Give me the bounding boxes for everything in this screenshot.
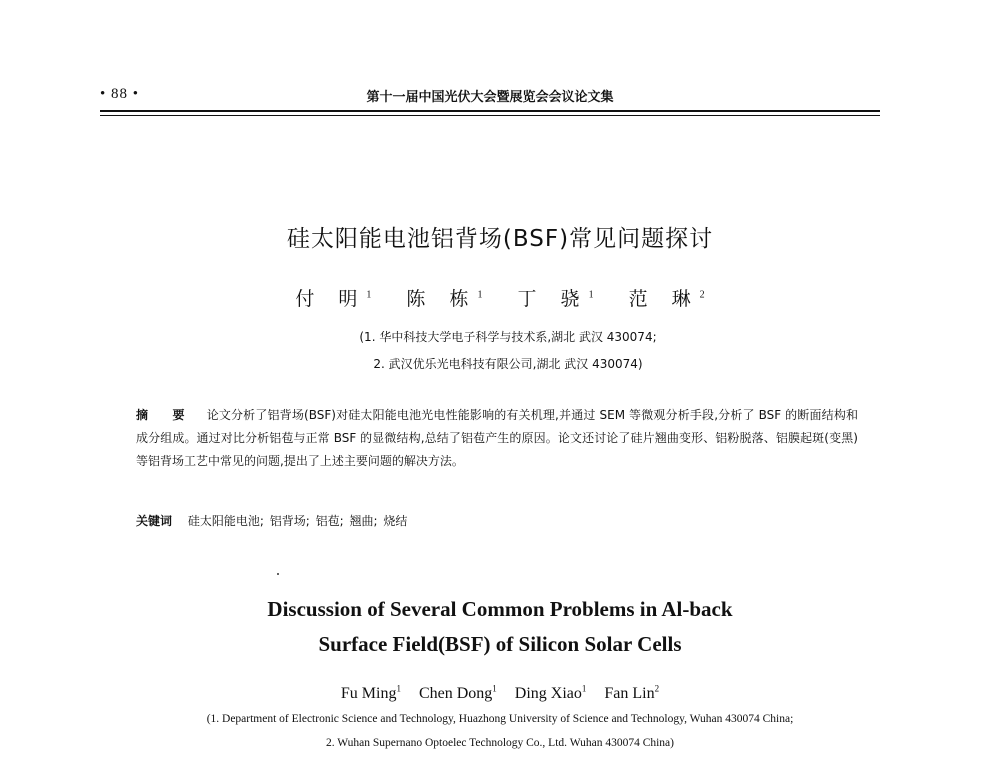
journal-title: 第十一届中国光伏大会暨展览会会议论文集: [366, 90, 614, 105]
author-en: Fan Lin$^2$: [604, 684, 660, 703]
english-title-line-1: Discussion of Several Common Problems in Al-back: [267, 597, 733, 621]
author-cn: 范 琳$^2$: [628, 288, 705, 310]
keyword: 硅太阳能电池;: [187, 514, 264, 528]
english-affiliation-1: (1. Department of Electronic Science and Technology, Huazhong University of Science and Technology, Wuhan 430074 China;: [206, 713, 794, 725]
header-rule-thick: [100, 110, 880, 112]
english-authors: [0, 684, 1000, 703]
chinese-affiliation-2: 2. 武汉优乐光电科技有限公司,湖北 武汉 430074): [373, 357, 643, 371]
author-cn: 丁 骁$^1$: [517, 288, 594, 310]
abstract-text: 论文分析了铝背场(BSF)对硅太阳能电池光电性能影响的有关机理,并通过 SEM 等微观分析手段,分析了 BSF 的断面结构和成分组成。通过对比分析铝苞与正常 BSF 的显微结构,总结了铝苞产生的原因。论文还讨论了硅片翘曲变形、铝粉脱落、铝膜起斑(变黑)等铝背场工艺中常见的问题,提出了上述主要问题的解决方法。: [136, 408, 859, 468]
abstract-label: 摘 要: [136, 408, 195, 422]
chinese-title: 硅太阳能电池铝背场(BSF)常见问题探讨: [286, 226, 714, 252]
author-en: Chen Dong$^1$: [418, 684, 497, 703]
keywords-label: 关键词: [136, 514, 173, 528]
author-en: Ding Xiao$^1$: [514, 684, 587, 703]
keyword: 铝苞;: [315, 514, 344, 528]
author-cn: 陈 栋$^1$: [406, 288, 483, 310]
header-rule-thin: [100, 115, 880, 116]
english-affiliation-2: 2. Wuhan Supernano Optoelec Technology Co., Ltd. Wuhan 430074 China): [325, 737, 674, 749]
keyword: 铝背场;: [269, 514, 310, 528]
chinese-affiliation-1: (1. 华中科技大学电子科学与技术系,湖北 武汉 430074;: [359, 330, 657, 344]
keyword: 烧结: [383, 514, 408, 528]
page-number: • 88 •: [100, 86, 140, 102]
running-header: [100, 84, 880, 108]
english-title-line-2: Surface Field(BSF) of Silicon Solar Cells: [318, 632, 682, 656]
keyword: 翘曲;: [349, 514, 378, 528]
author-en: Fu Ming$^1$: [340, 684, 401, 703]
scan-speck: [277, 573, 279, 575]
chinese-authors: [0, 284, 1000, 311]
chinese-abstract: [136, 404, 858, 473]
author-cn: 付 明$^1$: [295, 288, 372, 310]
chinese-keywords: [136, 512, 858, 529]
